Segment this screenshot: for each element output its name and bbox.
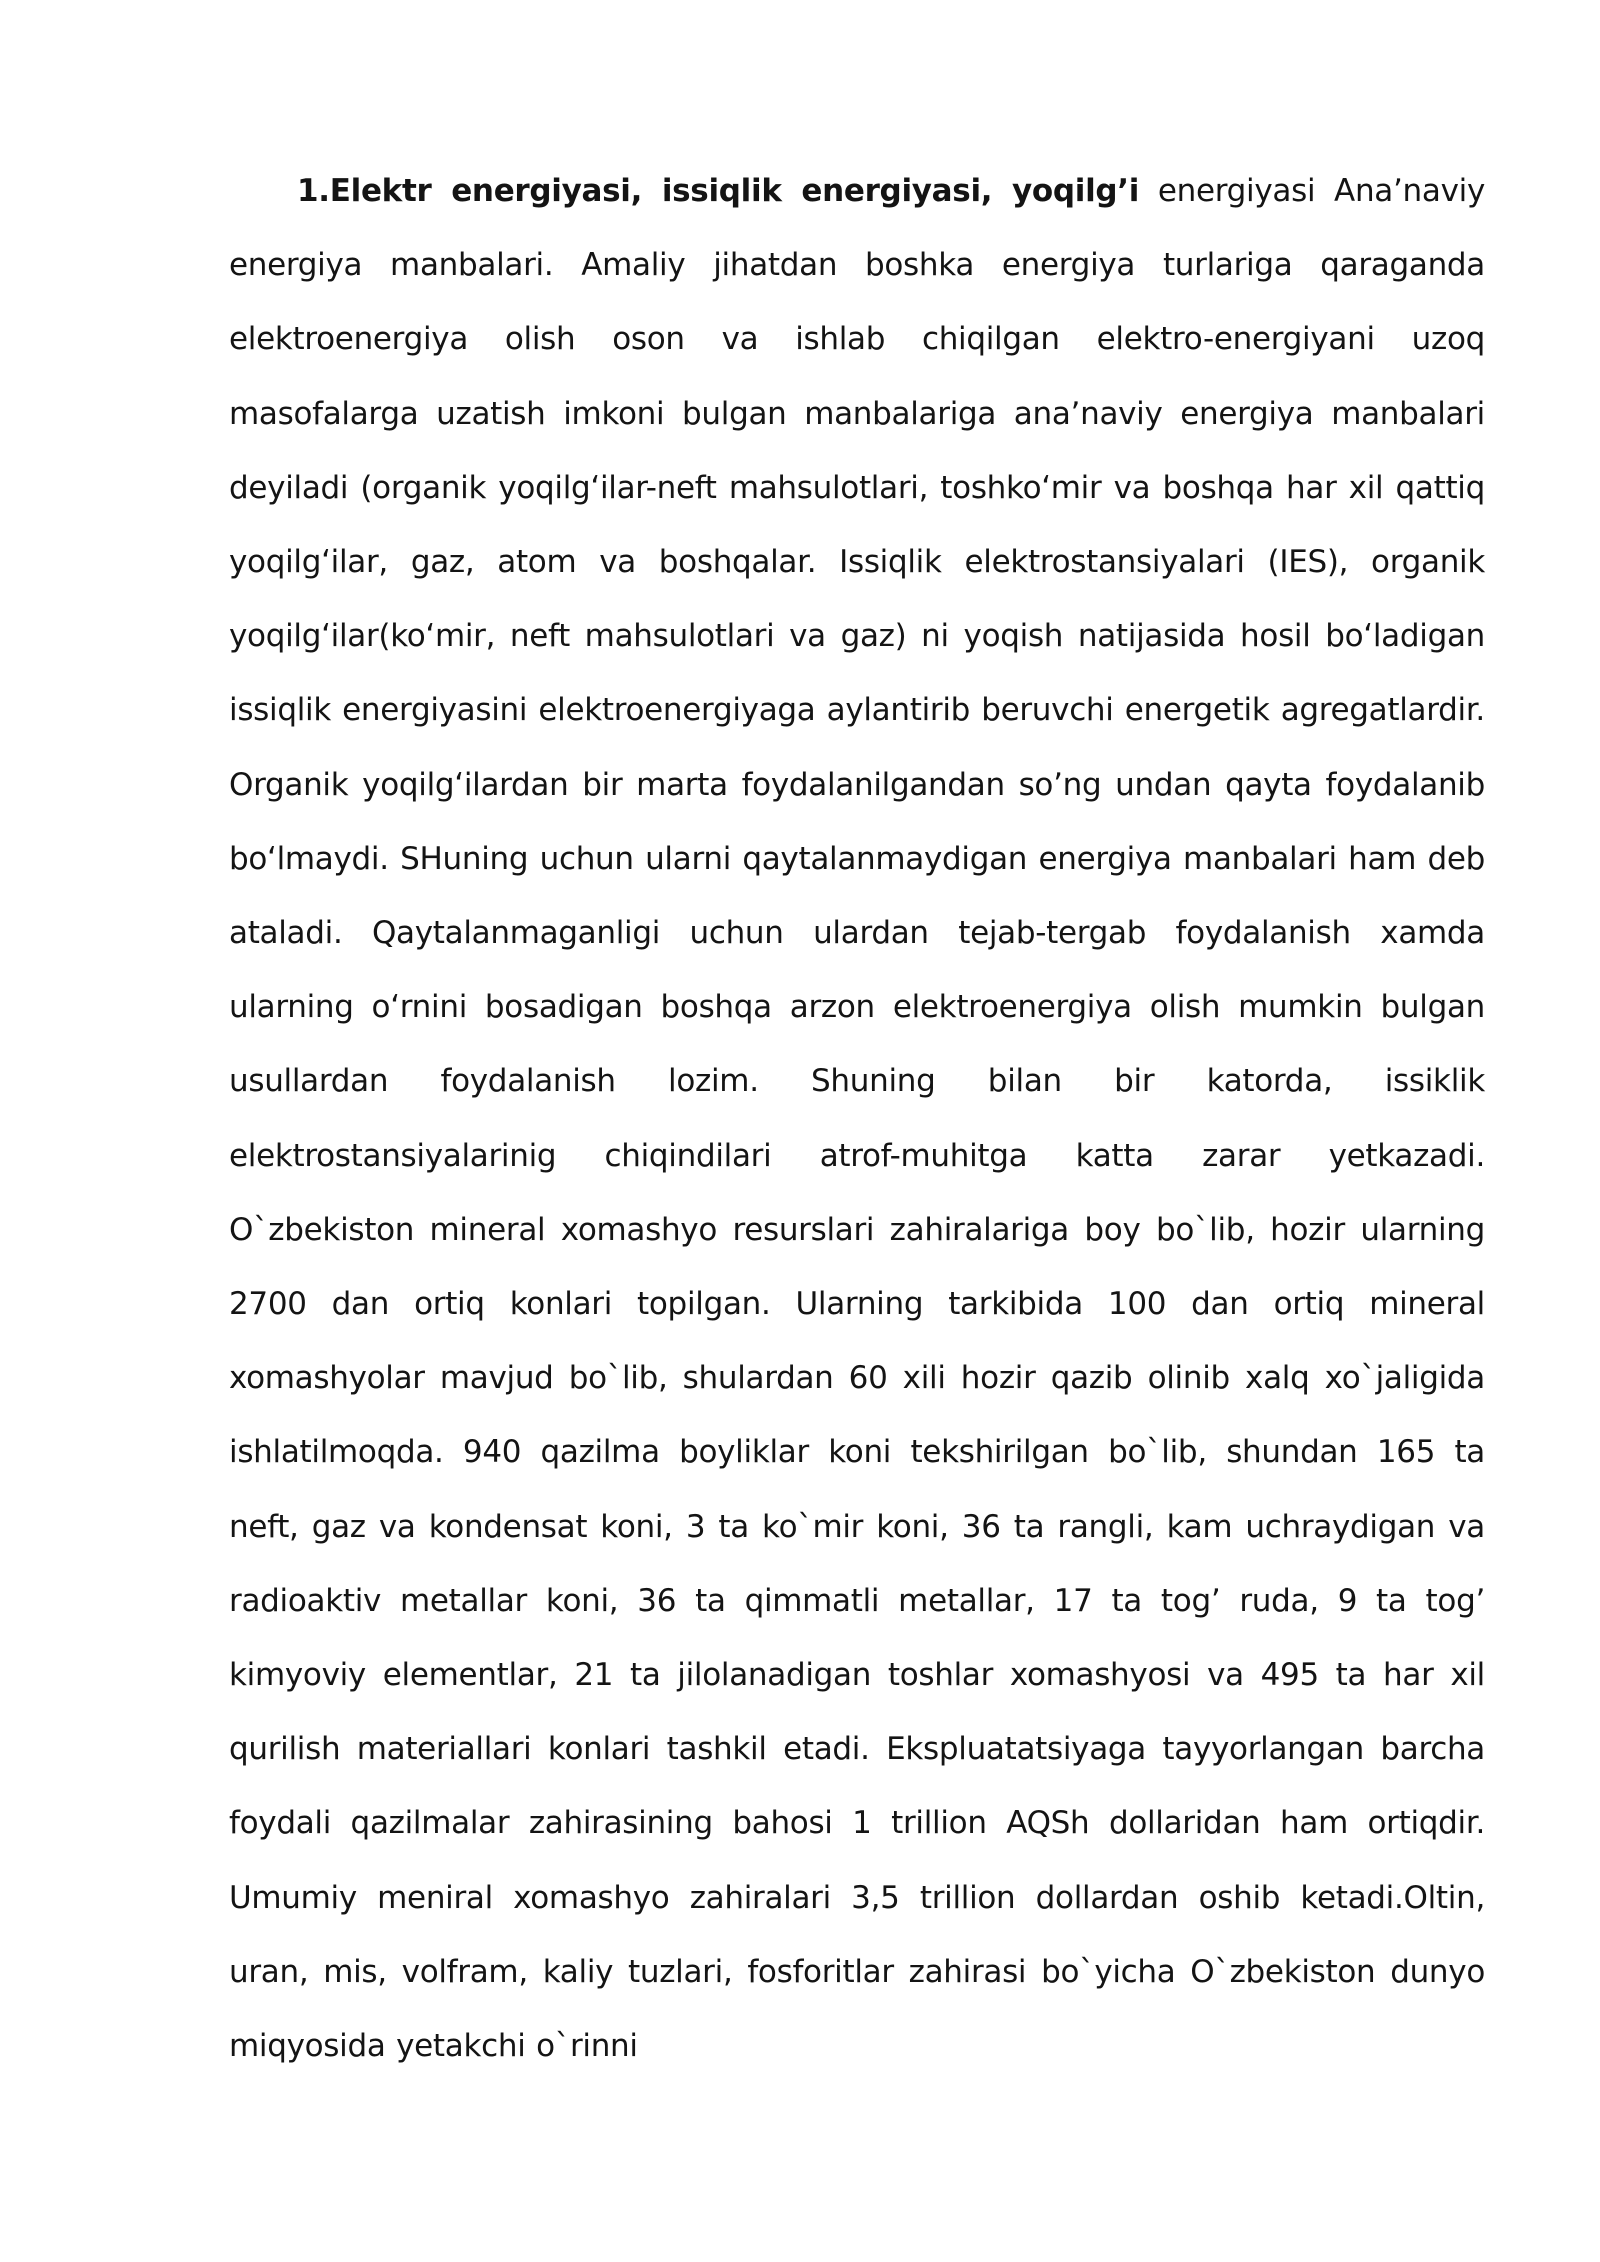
paragraph-text: energiyasi Ana’naviy energiya manbalari. Amaliy jihatdan boshka energiya turlariga qaraganda elektroenergiya olish oson va ishlab chiqilgan elektro-energiyani uzoq masofalarga uzatish imkoni bulgan manbalariga ana’naviy energiya manbalari deyiladi (organik yoqilg‘ilar-neft mahsulotlari, toshko‘mir va boshqa har xil qattiq yoqilg‘ilar, gaz, atom va boshqalar. Issiqlik elektrostansiyalari (IES), organik yoqilg‘ilar(ko‘mir, neft mahsulotlari va gaz) ni yoqish natijasida hosil bo‘ladigan issiqlik energiyasini elektroenergiyaga aylantirib beruvchi energetik agregatlardir. Organik yoqilg‘ilardan bir marta foydalanilgandan so’ng undan qayta foydalanib bo‘lmaydi. SHuning uchun ularni qaytalanmaydigan energiya manbalari ham deb ataladi. Qaytalanmaganligi uchun ulardan tejab-tergab foydalanish xamda ularning o‘rnini bosadigan boshqa arzon elektroenergiya olish mumkin bulgan usullardan foydalanish lozim. Shuning bilan bir katorda, issiklik elektrostansiyalarinig chiqindilari atrof-muhitga katta zarar yetkazadi. O`zbekiston mineral xomashyo resurslari zahiralariga boy bo`lib, hozir ularning 2700 dan ortiq konlari topilgan. Ularning tarkibida 100 dan ortiq mineral xomashyolar mavjud bo`lib, shulardan 60 xili hozir qazib olinib xalq xo`jaligida ishlatilmoqda. 940 qazilma boyliklar koni tekshirilgan bo`lib, shundan 165 ta neft, gaz va kondensat koni, 3 ta ko`mir koni, 36 ta rangli, kam uchraydigan va radioaktiv metallar koni, 36 ta qimmatli metallar, 17 ta tog’ ruda, 9 ta tog’ kimyoviy elementlar, 21 ta jilolanadigan toshlar xomashyosi va 495 ta har xil qurilish materiallari konlari tashkil etadi. Ekspluatatsiyaga tayyorlangan barcha foydali qazilmalar zahirasining bahosi 1 trillion AQSh dollaridan ham ortiqdir. Umumiy meniral xomashyo zahiralari 3,5 trillion dollardan oshib ketadi.Oltin, uran, mis, volfram, kaliy tuzlari, fosforitlar zahirasi bo`yicha O`zbekiston dunyo miqyosida yetakchi o`rinni (229, 173, 1485, 2065)
paragraph (229, 154, 1485, 2083)
section-heading: 1.Elektr energiyasi, issiqlik energiyasi, yoqilg’i (297, 173, 1140, 209)
document-body (229, 154, 1485, 2083)
